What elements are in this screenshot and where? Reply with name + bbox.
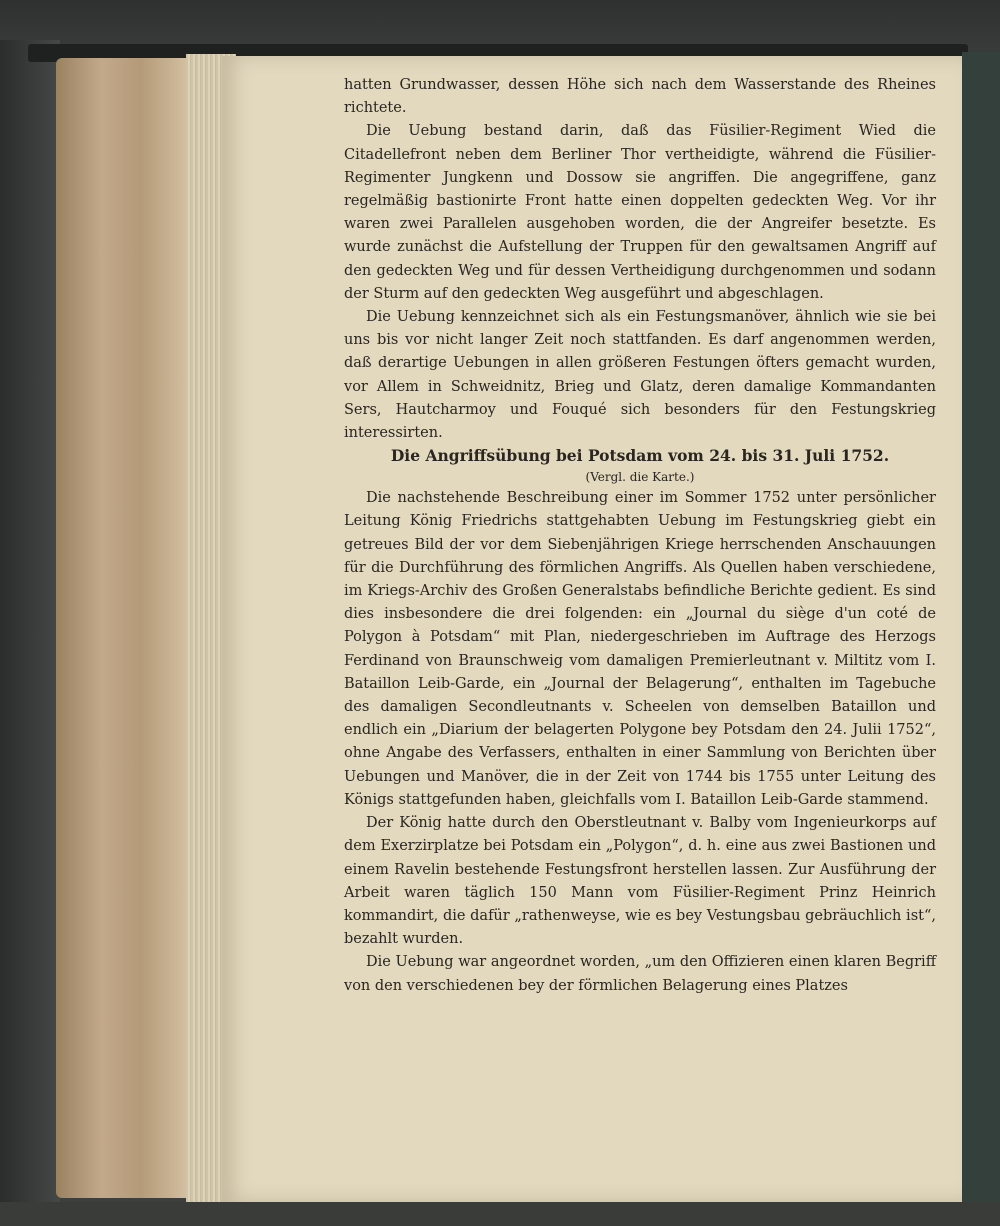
paragraph-continuation: hatten Grundwasser, dessen Höhe sich nach dem Wasserstande des Rheines richtete. <box>344 77 936 117</box>
section-heading: Die Angriffsübung bei Potsdam vom 24. bis 31. Juli 1752. <box>390 446 890 466</box>
paragraph-description: Die nachstehende Beschreibung einer im Sommer 1752 unter persönlicher Leitung König Friedrichs stattgehabten Uebung im Festungskrieg giebt ein getreues Bild der vor dem Siebenjährigen Kriege herrschenden Anschauungen für die Durchführung des förmlichen Angriffs. Als Quellen haben verschiedene, im Kriegs-Archiv des Großen Generalstabs befindliche Berichte gedient. Es sind dies insbesondere die drei folgenden: ein „Journal du siège d'un coté de Polygon à Potsdam“ mit Plan, niedergeschrieben im Auftrage des Herzogs Ferdinand von Braunschweig vom damaligen Premierleutnant v. Miltitz vom I. Bataillon Leib-Garde, ein „Journal der Belagerung“, enthalten im Tagebuche des damaligen Secondleutnants v. Scheelen von demselben Bataillon und endlich ein „Diarium der belagerten Polygone bey Potsdam den 24. Julii 1752“, ohne Angabe des Verfassers, enthalten in einer Sammlung von Berichten über Uebungen und Manöver, die in der Zeit von 1744 bis 1755 unter Leitung des Königs stattgefunden haben, gleichfalls vom I. Bataillon Leib-Garde stammend. <box>344 490 936 808</box>
right-background <box>962 52 1000 1226</box>
paragraph-polygon: Der König hatte durch den Oberstleutnant v. Balby vom Ingenieurkorps auf dem Exerzirplatze bei Potsdam ein „Polygon“, d. h. eine aus zwei Bastionen und einem Ravelin bestehende Festungsfront herstellen lassen. Zur Ausführung der Arbeit waren täglich 150 Mann vom Füsilier-Regiment Prinz Heinrich kommandirt, die dafür „rathenweyse, wie es bey Vestungsbau gebräuchlich ist“, bezahlt wurden. <box>344 815 936 948</box>
paragraph-fortress-maneuver: Die Uebung kennzeichnet sich als ein Festungsmanöver, ähnlich wie sie bei uns bis vor nicht langer Zeit noch stattfanden. Es darf angenommen werden, daß derartige Uebungen in allen größeren Festungen öfters gemacht wurden, vor Allem in Schweidnitz, Brieg und Glatz, deren damalige Kommandanten Sers, Hautcharmoy und Fouqué sich besonders für den Festungskrieg interessirten. <box>344 309 936 442</box>
paragraph-exercise-ordered: Die Uebung war angeordnet worden, „um den Offizieren einen klaren Begriff von den verschiedenen bey der förmlichen Belagerung eines Platzes <box>344 954 936 994</box>
page-edges <box>56 58 186 1198</box>
paragraph-exercise: Die Uebung bestand darin, daß das Füsilier-Regiment Wied die Citadellefront neben dem Berliner Thor vertheidigte, während die Füsilier-Regimenter Jungkenn und Dossow sie angriffen. Die angegriffene, ganz regelmäßig bastionirte Front hatte einen doppelten gedeckten Weg. Vor ihr waren zwei Parallelen ausgehoben worden, die der Angreifer besetzte. Es wurde zunächst die Aufstellung der Truppen für den gewaltsamen Angriff auf den gedeckten Weg und für dessen Vertheidigung durchgenommen und sodann der Sturm auf den gedeckten Weg ausgeführt und abgeschlagen. <box>344 123 936 302</box>
bottom-background <box>0 1202 1000 1226</box>
book-cover-left <box>0 40 60 1226</box>
section-subheading: (Vergl. die Karte.) <box>585 470 695 485</box>
page-text <box>344 74 936 998</box>
